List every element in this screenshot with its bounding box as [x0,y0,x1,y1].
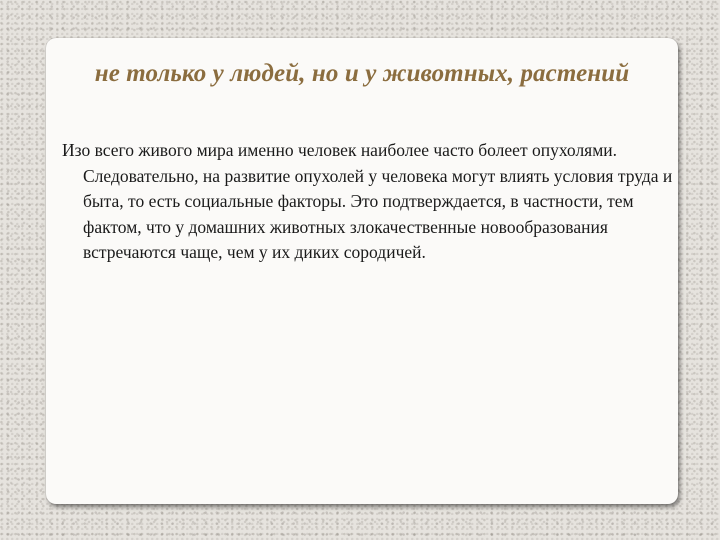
slide-title: не только у людей, но и у животных, растений [94,60,630,87]
slide-body-text: Изо всего живого мира именно человек наиболее часто болеет опухолями. Следовательно, на развитие опухолей у человека могут влиять условия труда и быта, то есть социальные факторы. Это подтверждается, в частности, тем фактом, что у домашних животных злокачественные новообразования встречаются чаще, чем у их диких сородичей. [62,140,673,262]
slide-card [46,38,678,504]
